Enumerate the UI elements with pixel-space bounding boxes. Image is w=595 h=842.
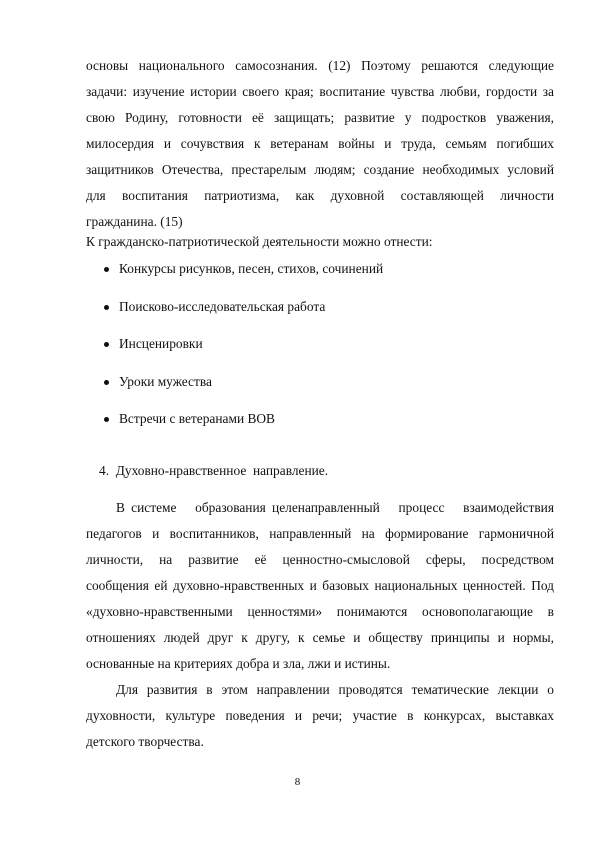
bullet-icon — [104, 267, 109, 272]
text-line: отношениях людей друг к другу, к семье и обществу принципы и нормы, — [86, 630, 554, 645]
text-line: сообщения ей духовно-нравственных и базовых национальных ценностей. Под — [86, 578, 554, 593]
text-line: основы национального самосознания. (12) Поэтому решаются следующие — [86, 58, 554, 73]
bullet-icon — [104, 417, 109, 422]
text-line: Для развития в этом направлении проводятся тематические лекции о — [116, 682, 554, 697]
text-line: личности, на развитие её ценностно-смысловой сферы, посредством — [86, 552, 554, 567]
activity-list — [86, 256, 554, 444]
paragraph-spiritual-moral — [86, 495, 554, 677]
text-line: духовности, культуре поведения и речи; участие в конкурсах, выставках — [86, 708, 554, 723]
page-number: 8 — [294, 776, 301, 788]
text-line: свою Родину, готовности её защищать; развитие у подростков уважения, — [86, 110, 554, 125]
list-item-text: Конкурсы рисунков, песен, стихов, сочинений — [119, 261, 384, 276]
list-item — [86, 369, 554, 407]
list-item — [86, 256, 554, 294]
text-line: «духовно-нравственными ценностями» понимаются основополагающие в — [86, 604, 554, 619]
list-intro — [86, 229, 554, 255]
text-line: педагогов и воспитанников, направленный на формирование гармоничной — [86, 526, 554, 541]
text-line: для воспитания патриотизма, как духовной составляющей личности — [86, 188, 554, 203]
text-line: милосердия и сочувствия к ветеранам войны и труда, семьям погибших — [86, 136, 554, 151]
list-item-text: Поисково-исследовательская работа — [119, 298, 326, 314]
list-item — [86, 294, 554, 332]
list-item — [86, 406, 554, 444]
list-item — [86, 331, 554, 369]
text-line: защитников Отечества, престарелым людям; создание необходимых условий — [86, 162, 554, 177]
bullet-icon — [104, 380, 109, 385]
text-line: задачи: изучение истории своего края; воспитание чувства любви, гордости за — [86, 84, 554, 99]
text-line: В системе образования целенаправленный процесс взаимодействия — [116, 500, 554, 515]
text-line: гражданина. (15) — [86, 214, 183, 229]
text-line: детского творчества. — [86, 734, 204, 749]
bullet-icon — [104, 305, 109, 310]
text-line: основанные на критериях добра и зла, лжи и истины. — [86, 656, 391, 671]
list-intro-text: К гражданско-патриотической деятельности можно отнести: — [86, 234, 433, 249]
bullet-icon — [104, 342, 109, 347]
list-item-text: Встречи с ветеранами ВОВ — [119, 411, 275, 426]
list-item-text: Уроки мужества — [119, 373, 212, 389]
list-item-text: Инсценировки — [119, 336, 203, 351]
paragraph-development — [86, 677, 554, 755]
paragraph-patriotic-tasks — [86, 53, 554, 235]
section-heading: 4. Духовно-нравственное направление. — [99, 463, 329, 478]
